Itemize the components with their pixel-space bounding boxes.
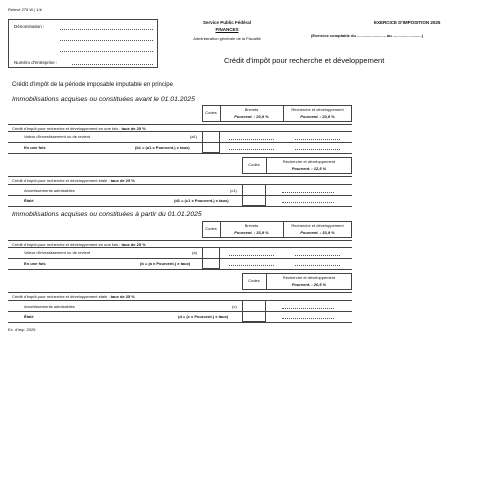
code-c: (c): [232, 304, 237, 309]
codes-label: Codes: [205, 110, 217, 115]
row-valeur-investissement: Valeur d'investissement ou de revient: [24, 250, 91, 255]
table2a-label-head: Crédit d'impôt pour recherche et développement en une fois : taux de 25 %: [12, 242, 146, 247]
denomination-field[interactable]: [60, 29, 153, 30]
codes-label: Codes: [248, 278, 260, 283]
rd-label: Recherche et développement: [291, 107, 344, 112]
denomination-field-line2[interactable]: [60, 40, 153, 41]
table1a-label-head: Crédit d'impôt pour recherche et développement en une fois : taux de 25 %: [12, 126, 146, 131]
row-amortissements: Amortissements admissibles: [24, 304, 75, 309]
codes-label: Codes: [248, 162, 260, 167]
rd-pourcent: Pourcent. : 20,5 %: [291, 282, 327, 287]
exercice-comptable: (Exercice comptable du .......................... au ..........................): [311, 33, 424, 38]
rd-label: Recherche et développement: [282, 159, 336, 164]
form-reference: Relevé 275 W | 1/b: [8, 7, 42, 12]
rd-pourcent: Pourcent. : 12,5 %: [291, 166, 327, 171]
page-title: Crédit d'impôt pour recherche et développement: [224, 56, 385, 65]
input-b-rd[interactable]: [295, 265, 340, 266]
footer-exercice: Ex. d'imp. 2025: [8, 327, 36, 332]
input-a1-brevets[interactable]: [229, 139, 274, 140]
brevets-pourcent: Pourcent. : 33,9 %: [234, 230, 269, 235]
code-a: (a): [192, 250, 197, 255]
code-c1: (c1): [230, 188, 237, 193]
brevets-label: Brevets: [244, 107, 259, 112]
input-c1[interactable]: [282, 192, 334, 193]
row-etale: Étalé: [24, 314, 34, 319]
intro-text: Crédit d'impôt de la période imposable imputable en principe: [12, 82, 173, 88]
input-a-brevets[interactable]: [229, 255, 274, 256]
input-a1-rd[interactable]: [295, 139, 340, 140]
section2-heading: Immobilisations acquises ou constituées à partir du 01.01.2025: [12, 211, 202, 218]
row-en-une-fois: En une fois: [24, 261, 46, 266]
finances-label: FINANCES: [215, 27, 239, 32]
numero-entreprise-field[interactable]: [72, 64, 153, 65]
input-d[interactable]: [282, 318, 334, 319]
brevets-pourcent: Pourcent. : 20,9 %: [234, 114, 269, 119]
section1-heading: Immobilisations acquises ou constituées avant le 01.01.2025: [12, 96, 195, 103]
row-en-une-fois: En une fois: [24, 145, 46, 150]
input-b-brevets[interactable]: [229, 265, 274, 266]
brevets-label: Brevets: [244, 223, 259, 228]
numero-entreprise-label: Numéro d'entreprise :: [14, 60, 58, 65]
row-valeur-investissement: Valeur d'investissement ou de revient: [24, 134, 91, 139]
denomination-field-line3[interactable]: [60, 51, 153, 52]
input-a-rd[interactable]: [295, 255, 340, 256]
input-d1[interactable]: [282, 202, 334, 203]
formula-b1: (b1 = (a1 x Pourcent.) x taux): [135, 145, 190, 150]
input-c[interactable]: [282, 308, 334, 309]
denomination-label: Dénomination :: [14, 24, 45, 29]
table1b-label-head: Crédit d'impôt pour recherche et développement étalé : taux de 25 %: [12, 178, 135, 183]
row-etale: Étalé: [24, 198, 34, 203]
codes-label: Codes: [205, 226, 217, 231]
exercice-title: EXERCICE D'IMPOSITION 2025: [374, 20, 441, 25]
rd-pourcent: Pourcent. : 33,9 %: [300, 230, 335, 235]
formula-d: (d = (c x Pourcent.) x taux): [178, 314, 229, 319]
code-a1: (a1): [190, 134, 198, 139]
admin-label: Administration générale de la Fiscalité: [193, 36, 261, 41]
rd-label: Recherche et développement: [282, 275, 336, 280]
rd-label: Recherche et développement: [291, 223, 344, 228]
formula-d1: (d1 = (c1 x Pourcent.) x taux): [174, 198, 229, 203]
table2b-label-head: Crédit d'impôt pour recherche et développement étalé : taux de 25 %: [12, 294, 135, 299]
input-b1-brevets[interactable]: [229, 149, 274, 150]
input-b1-rd[interactable]: [295, 149, 340, 150]
formula-b: (b = (a x Pourcent.) x taux): [140, 261, 191, 266]
rd-pourcent: Pourcent. : 20,9 %: [300, 114, 335, 119]
row-amortissements: Amortissements admissibles: [24, 188, 75, 193]
service-label: Service Public Fédéral: [202, 20, 252, 25]
